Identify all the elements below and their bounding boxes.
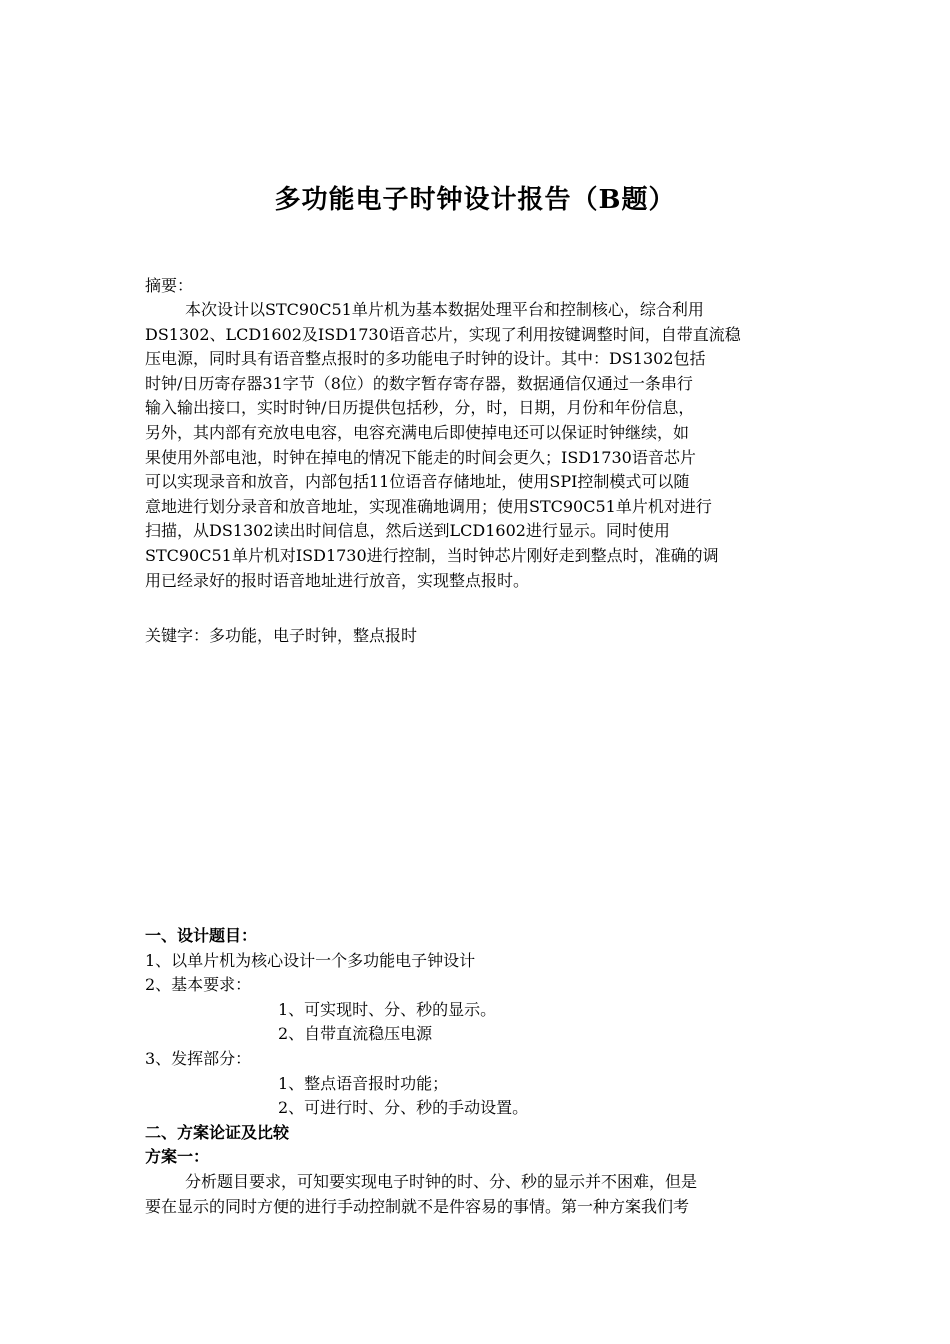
section-heading: 二、方案论证及比较 — [145, 1122, 290, 1142]
abstract-line: 本次设计以STC90C51单片机为基本数据处理平台和控制核心，综合利用 — [185, 300, 704, 319]
list-item: 1、以单片机为核心设计一个多功能电子钟设计 — [145, 950, 476, 970]
section-design-topic — [145, 924, 810, 1219]
abstract-line: 用已经录好的报时语音地址进行放音，实现整点报时。 — [145, 570, 530, 590]
abstract-label: 摘要： — [145, 276, 194, 295]
abstract-line: DS1302、LCD1602及ISD1730语音芯片，实现了利用按键调整时间，自带直流稳 — [145, 324, 741, 344]
sub-list-item: 1、可实现时、分、秒的显示。 — [278, 999, 497, 1019]
sub-list-item: 2、自带直流稳压电源 — [278, 1024, 433, 1044]
paragraph-line: 要在显示的同时方便的进行手动控制就不是件容易的事情。第一种方案我们考 — [145, 1196, 690, 1216]
sub-list-item: 2、可进行时、分、秒的手动设置。 — [278, 1098, 529, 1118]
abstract-line: 果使用外部电池，时钟在掉电的情况下能走的时间会更久；ISD1730语音芯片 — [145, 447, 696, 467]
paragraph-line: 分析题目要求，可知要实现电子时钟的时、分、秒的显示并不困难，但是 — [185, 1171, 698, 1191]
abstract-body — [145, 298, 810, 593]
keywords: 关键字：多功能，电子时钟，整点报时 — [145, 626, 418, 645]
list-item: 2、基本要求： — [145, 975, 252, 995]
abstract-line: 时钟/日历寄存器31字节（8位）的数字暂存寄存器，数据通信仅通过一条串行 — [145, 373, 693, 393]
abstract-line: 意地进行划分录音和放音地址，实现准确地调用；使用STC90C51单片机对进行 — [145, 496, 712, 516]
plan-heading: 方案一： — [145, 1147, 210, 1167]
document-title: 多功能电子时钟设计报告（B题） — [274, 185, 676, 215]
abstract-line: 另外，其内部有充放电电容，电容充满电后即使掉电还可以保证时钟继续，如 — [145, 422, 690, 442]
abstract-line: 输入输出接口，实时时钟/日历提供包括秒，分，时，日期，月份和年份信息， — [145, 398, 695, 418]
sub-list-item: 1、整点语音报时功能； — [278, 1073, 449, 1093]
abstract-line: 扫描，从DS1302读出时间信息，然后送到LCD1602进行显示。同时使用 — [145, 521, 670, 541]
section-heading: 一、设计题目： — [145, 926, 258, 945]
list-item: 3、发挥部分： — [145, 1048, 252, 1068]
abstract-line: 可以实现录音和放音，内部包括11位语音存储地址，使用SPI控制模式可以随 — [145, 472, 690, 492]
abstract-line: STC90C51单片机对ISD1730进行控制，当时钟芯片刚好走到整点时，准确的调 — [145, 545, 719, 565]
abstract-line: 压电源，同时具有语音整点报时的多功能电子时钟的设计。其中：DS1302包括 — [145, 349, 706, 369]
